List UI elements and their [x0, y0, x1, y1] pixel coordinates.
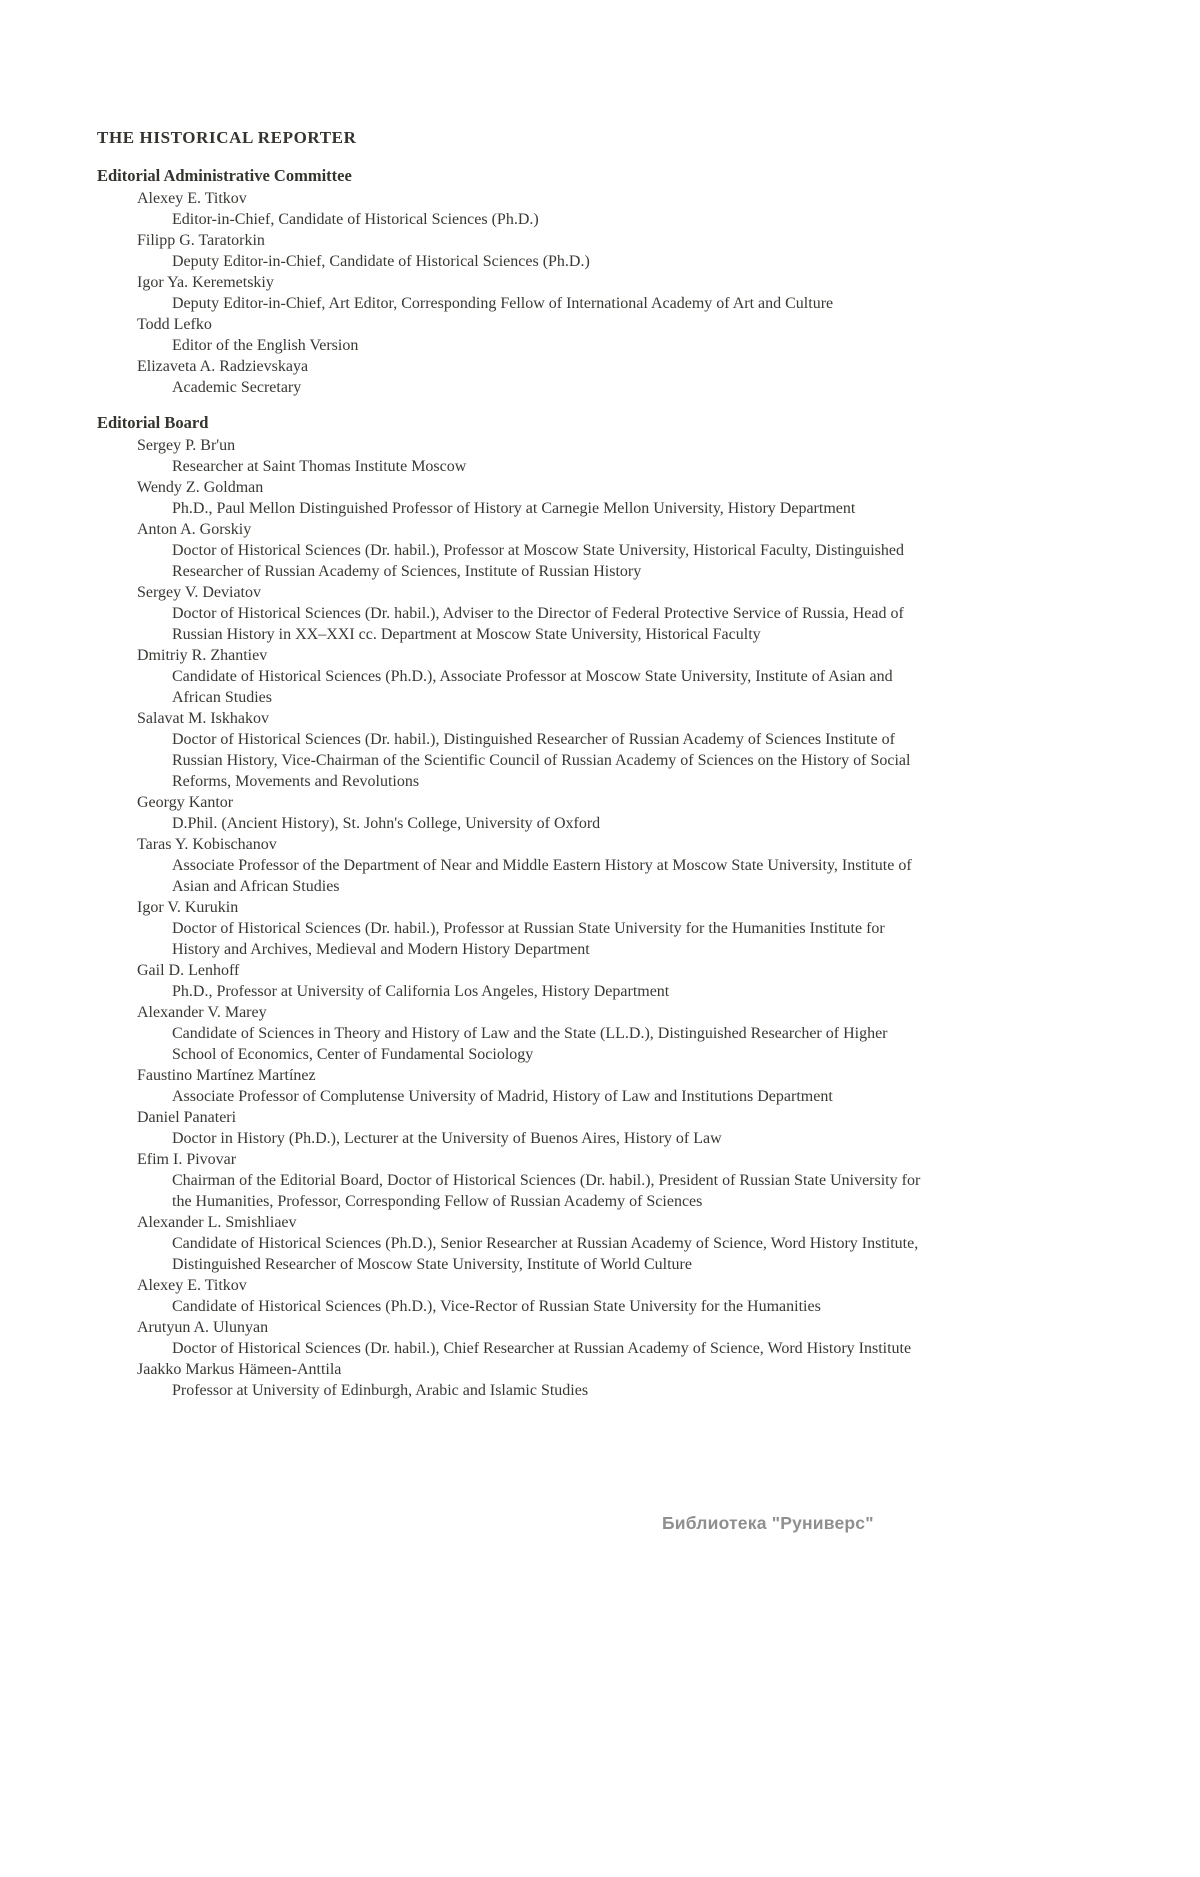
- member-entry: [97, 356, 922, 398]
- member-name: Alexander V. Marey: [137, 1004, 267, 1021]
- member-name: Filipp G. Taratorkin: [137, 232, 265, 249]
- member-list-administrative-committee: [97, 188, 922, 398]
- member-name: Alexey E. Titkov: [137, 1277, 247, 1294]
- member-name: Georgy Kantor: [137, 794, 234, 811]
- member-entry: [97, 272, 922, 314]
- member-entry: [97, 1107, 922, 1149]
- member-role: Chairman of the Editorial Board, Doctor of Historical Sciences (Dr. habil.), President of Russian State University for the Humanities, Professor, Corresponding Fellow of Russian Academy of Sciences: [172, 1172, 921, 1210]
- member-role: D.Phil. (Ancient History), St. John's College, University of Oxford: [172, 815, 601, 832]
- member-name: Dmitriy R. Zhantiev: [137, 647, 268, 664]
- member-role: Researcher at Saint Thomas Institute Moscow: [172, 458, 467, 475]
- member-entry: [97, 960, 922, 1002]
- member-role: Candidate of Historical Sciences (Ph.D.), Vice-Rector of Russian State University for the Humanities: [172, 1298, 821, 1315]
- section-editorial-administrative-committee: [97, 165, 922, 398]
- member-name: Sergey P. Br'un: [137, 437, 236, 454]
- section-heading-editorial-board: Editorial Board: [97, 413, 209, 432]
- member-entry: [97, 792, 922, 834]
- member-name: Igor Ya. Keremetskiy: [137, 274, 274, 291]
- member-role: Associate Professor of the Department of Near and Middle Eastern History at Moscow State University, Institute of Asian and African Studies: [172, 857, 912, 895]
- member-entry: [97, 1149, 922, 1212]
- member-name: Gail D. Lenhoff: [137, 962, 240, 979]
- member-name: Efim I. Pivovar: [137, 1151, 237, 1168]
- member-list-editorial-board: [97, 435, 922, 1401]
- library-watermark: Библиотека "Руниверс": [662, 1513, 874, 1533]
- member-role: Doctor of Historical Sciences (Dr. habil.), Professor at Russian State University for the Humanities Institute for History and Archives, Medieval and Modern History Department: [172, 920, 885, 958]
- member-entry: [97, 582, 922, 645]
- member-entry: [97, 188, 922, 230]
- member-role: Deputy Editor-in-Chief, Candidate of Historical Sciences (Ph.D.): [172, 253, 590, 270]
- member-name: Arutyun A. Ulunyan: [137, 1319, 269, 1336]
- member-role: Candidate of Sciences in Theory and History of Law and the State (LL.D.), Distinguished Researcher of Higher School of Economics, Center of Fundamental Sociology: [172, 1025, 888, 1063]
- member-entry: [97, 1275, 922, 1317]
- member-role: Candidate of Historical Sciences (Ph.D.), Senior Researcher at Russian Academy of Science, Word History Institute, Distinguished Researcher of Moscow State University, Institute of World Culture: [172, 1235, 919, 1273]
- member-name: Salavat M. Iskhakov: [137, 710, 269, 727]
- member-role: Doctor in History (Ph.D.), Lecturer at the University of Buenos Aires, History of Law: [172, 1130, 722, 1147]
- member-entry: [97, 834, 922, 897]
- member-role: Academic Secretary: [172, 379, 302, 396]
- member-name: Taras Y. Kobischanov: [137, 836, 277, 853]
- member-entry: [97, 314, 922, 356]
- member-role: Ph.D., Professor at University of California Los Angeles, History Department: [172, 983, 670, 1000]
- member-entry: [97, 1002, 922, 1065]
- member-entry: [97, 1212, 922, 1275]
- member-entry: [97, 645, 922, 708]
- member-role: Professor at University of Edinburgh, Arabic and Islamic Studies: [172, 1382, 589, 1399]
- member-entry: [97, 435, 922, 477]
- member-name: Daniel Panateri: [137, 1109, 237, 1126]
- member-name: Igor V. Kurukin: [137, 899, 239, 916]
- member-role: Associate Professor of Complutense University of Madrid, History of Law and Institutions Department: [172, 1088, 833, 1105]
- member-name: Alexey E. Titkov: [137, 190, 247, 207]
- member-entry: [97, 477, 922, 519]
- member-entry: [97, 1065, 922, 1107]
- section-heading-administrative-committee: Editorial Administrative Committee: [97, 166, 352, 185]
- member-name: Wendy Z. Goldman: [137, 479, 264, 496]
- member-name: Alexander L. Smishliaev: [137, 1214, 297, 1231]
- member-role: Editor-in-Chief, Candidate of Historical Sciences (Ph.D.): [172, 211, 539, 228]
- member-name: Todd Lefko: [137, 316, 212, 333]
- member-entry: [97, 708, 922, 792]
- member-entry: [97, 897, 922, 960]
- member-role: Editor of the English Version: [172, 337, 359, 354]
- member-entry: [97, 230, 922, 272]
- member-name: Faustino Martínez Martínez: [137, 1067, 316, 1084]
- member-role: Doctor of Historical Sciences (Dr. habil.), Adviser to the Director of Federal Protective Service of Russia, Head of Russian History in XX–XXI cc. Department at Moscow State University, Historical Faculty: [172, 605, 904, 643]
- section-editorial-board: [97, 412, 922, 1401]
- member-role: Doctor of Historical Sciences (Dr. habil.), Chief Researcher at Russian Academy of Science, Word History Institute: [172, 1340, 912, 1357]
- member-role: Doctor of Historical Sciences (Dr. habil.), Professor at Moscow State University, Historical Faculty, Distinguished Researcher of Russian Academy of Sciences, Institute of Russian History: [172, 542, 905, 580]
- member-name: Anton A. Gorskiy: [137, 521, 252, 538]
- member-role: Deputy Editor-in-Chief, Art Editor, Corresponding Fellow of International Academy of Art and Culture: [172, 295, 834, 312]
- member-name: Elizaveta A. Radzievskaya: [137, 358, 309, 375]
- page-title: THE HISTORICAL REPORTER: [97, 128, 357, 147]
- member-name: Jaakko Markus Hämeen-Anttila: [137, 1361, 342, 1378]
- member-entry: [97, 519, 922, 582]
- member-name: Sergey V. Deviatov: [137, 584, 261, 601]
- member-role: Doctor of Historical Sciences (Dr. habil.), Distinguished Researcher of Russian Academy of Sciences Institute of Russian History, Vice-Chairman of the Scientific Council of Russian Academy of Sciences on the History of Social Reforms, Movements and Revolutions: [172, 731, 911, 790]
- member-entry: [97, 1359, 922, 1401]
- member-role: Candidate of Historical Sciences (Ph.D.), Associate Professor at Moscow State University, Institute of Asian and African Studies: [172, 668, 893, 706]
- member-entry: [97, 1317, 922, 1359]
- member-role: Ph.D., Paul Mellon Distinguished Professor of History at Carnegie Mellon University, History Department: [172, 500, 856, 517]
